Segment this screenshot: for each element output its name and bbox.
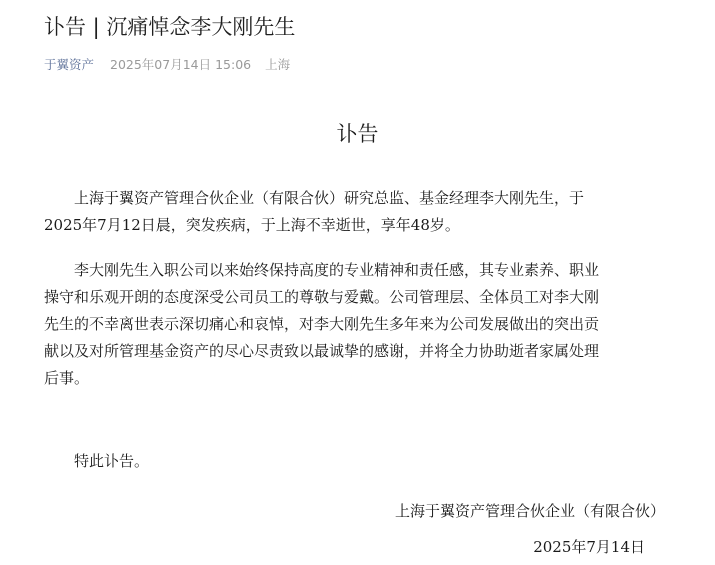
paragraph-announcement bbox=[44, 185, 684, 239]
article-meta bbox=[44, 56, 290, 74]
paragraph-line: 特此讣告。 bbox=[74, 452, 150, 470]
paragraph-line: 献以及对所管理基金资产的尽心尽责致以最诚挚的感谢，并将全力协助逝者家属处理 bbox=[44, 342, 600, 360]
publish-location: 上海 bbox=[265, 57, 291, 72]
article-title: 讣告 | 沉痛悼念李大刚先生 bbox=[44, 15, 296, 39]
signature-date: 2025年7月14日 bbox=[533, 538, 645, 556]
paragraph-line: 先生的不幸离世表示深切痛心和哀悼，对李大刚先生多年来为公司发展做出的突出贡 bbox=[44, 315, 600, 333]
paragraph-closing bbox=[44, 448, 684, 475]
publish-datetime: 2025年07月14日 15:06 bbox=[110, 57, 252, 72]
author-link[interactable]: 于翼资产 bbox=[44, 57, 95, 72]
paragraph-tribute bbox=[44, 257, 684, 392]
paragraph-line: 上海于翼资产管理合伙企业（有限合伙）研究总监、基金经理李大刚先生，于 bbox=[74, 189, 585, 207]
paragraph-line: 后事。 bbox=[44, 369, 90, 387]
signature-organization: 上海于翼资产管理合伙企业（有限合伙） bbox=[394, 502, 665, 520]
paragraph-line: 李大刚先生入职公司以来始终保持高度的专业精神和责任感，其专业素养、职业 bbox=[74, 261, 600, 279]
paragraph-line: 2025年7月12日晨，突发疾病，于上海不幸逝世，享年48岁。 bbox=[44, 216, 460, 234]
paragraph-line: 操守和乐观开朗的态度深受公司员工的尊敬与爱戴。公司管理层、全体员工对李大刚 bbox=[44, 288, 600, 306]
notice-heading: 讣告 bbox=[336, 122, 379, 146]
